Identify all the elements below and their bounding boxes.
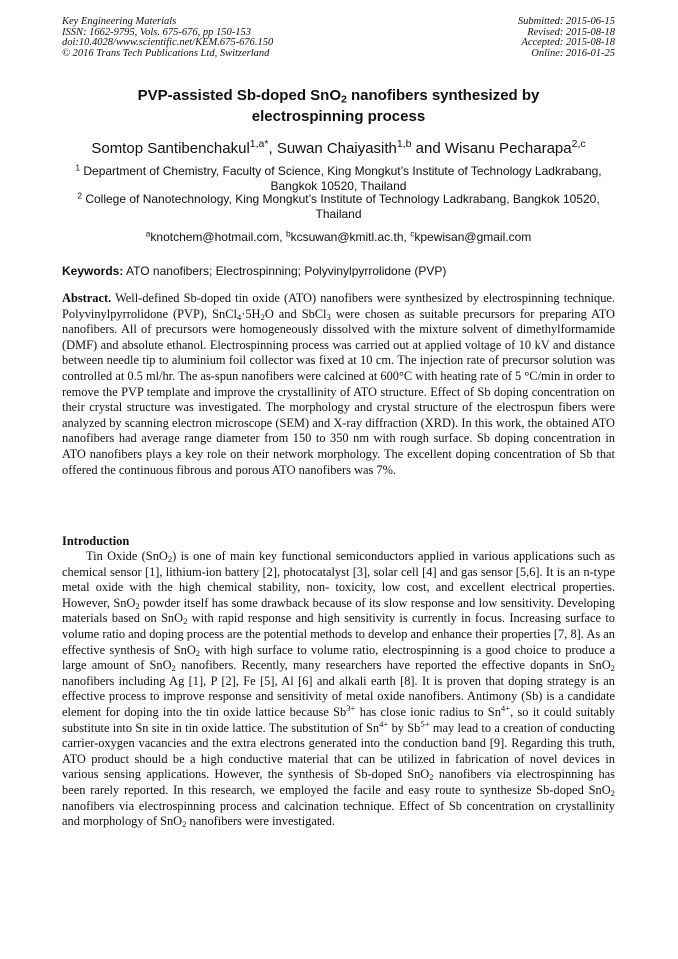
author-1: Somtop Santibenchakul (91, 140, 250, 157)
title-line-2: electrospinning process (251, 108, 426, 125)
journal-header-left (62, 17, 273, 59)
issn-line: ISSN: 1662-9795, Vols. 675-676, pp 150-153 (62, 26, 251, 38)
author-list: Somtop Santibenchakul$^{1,a*}$, Suwan Chaiyasith$^{1,b}$ and Wisanu Pecharapa$^{2,c}$ (91, 138, 586, 157)
author-3: Wisanu Pecharapa (444, 140, 572, 157)
revised-date: Revised: 2015-08-18 (527, 26, 615, 38)
affiliation-2: $^2$ College of Nanotechnology, King Mongkut’s Institute of Technology Ladkrabang, Bangkok 10520, Thailand (77, 190, 600, 221)
doi-line: doi:10.4028/www.scientific.net/KEM.675-676.150 (62, 37, 274, 49)
journal-header-right (518, 17, 615, 59)
author-2: Suwan Chaiyasith (276, 140, 397, 157)
paper-title (62, 85, 615, 127)
abstract: Abstract. Well-defined Sb-doped tin oxide (ATO) nanofibers were synthesized by electrospinning technique. Polyvinylpyrrolidone (PVP), $SnCl_4\cdot 5H_2O$ and SbCl$_3$ were chosen as suitable precursors for preparing ATO nanofibers. All of precursors were homogeneously dissolved with the mixture solvent of dimethylformamide (DMF) and absolute ethanol. Electrospinning process was carried out at applied voltage of 10 kV and distance between needle tip to aluminium foil collector was fixed at 10 cm. The injection rate of precursor solution was controlled at 0.5 ml/hr. The as-spun nanofibers were calcined at 600°C with heating rate of 5 °C/min in order to remove the PVP template and improve the crystallinity of ATO structure. Effect of Sb doping concentration on their crystal structure was investigated. The morphology and crystal structure of the electrospun fibers were analyzed by scanning electron microscope (SEM) and X-ray diffraction (XRD). In this work, the obtained ATO nanofibers had average range diameter from 150 to 350 nm with rough surface. Sb doping concentration in ATO nanofibers plays a key role on their network morphology. The excellent doping concentration of Sb that offered the continuous fibrous and porous ATO nanofibers was 7%. (62, 291, 616, 477)
online-date: Online: 2016-01-25 (531, 47, 615, 59)
journal-name: Key Engineering Materials (62, 16, 177, 27)
submitted-date: Submitted: 2015-06-15 (517, 16, 615, 27)
abstract-label: Abstract. (62, 291, 112, 305)
accepted-date: Accepted: 2015-08-18 (521, 37, 615, 49)
introduction-paragraph: Tin Oxide (SnO$_2$) is one of main key functional semiconductors applied in various applications such as chemical sensor [1], lithium-ion battery [2], photocatalyst [3], solar cell [4] and gas sensor [5,6]. It is an n-type metal oxide with the high chemical stability, non- toxicity, low cost, and excellent electrical properties. However, SnO$_2$ powder itself has some drawback because of its slow response and low sensitivity. Developing materials based on SnO$_2$ with rapid response and high sensitivity is currently in focus. Increasing surface to volume ratio and doping process are the potential methods to develop and enhance their properties [7, 8]. As an effective synthesis of SnO$_2$ with high surface to volume ratio, electrospinning is a good choice to produce a large amount of SnO$_2$ nanofibers. Recently, many researchers have reported the effective dopants in SnO$_2$ nanofibers including Ag [1], P [2], Fe [5], Al [6] and alkali earth [8]. It is proven that doping strategy is an effective process to improve response and sensitivity of metal oxide nanofibers. Antimony (Sb) is a candidate element for doping into the tin oxide lattice because $Sb^{3+}$ has close ionic radius to $Sn^{4+}$, so it could suitably substitute into Sn site in tin oxide lattice. The substitution of $Sn^{4+}$ by $Sb^{5+}$ may lead to a creation of conducting carrier-oxygen vacancies and the extra electrons generated into the conduction band [9]. Regarding this truth, ATO product should be a high conductive material that can be utilized in fabrication of novel devices in various sensing applications. However, the synthesis of Sb-doped SnO$_2$ nanofibers via electrospinning has been rarely reported. In this research, we employed the facile and easy route to synthesize Sb-doped SnO$_2$ nanofibers via electrospinning process and calcination technique. Effect of Sb concentration on crystallinity and morphology of SnO$_2$ nanofibers were investigated. (62, 549, 616, 830)
copyright-line: © 2016 Trans Tech Publications Ltd, Switzerland (62, 47, 270, 59)
keywords: Keywords: ATO nanofibers; Electrospinning; Polyvinylpyrrolidone (PVP) (62, 264, 447, 278)
affiliation-1: $^1$ Department of Chemistry, Faculty of Science, King Mongkut’s Institute of Technology Ladkrabang, Bangkok 10520, Thailand (75, 162, 602, 193)
author-emails: $^a$knotchem@hotmail.com, $^b$kcsuwan@kmitl.ac.th, $^c$kpewisan@gmail.com (145, 228, 532, 244)
introduction-heading: Introduction (62, 534, 130, 548)
title-line-1: PVP-assisted Sb-doped SnO$_2$ nanofibers synthesized by (137, 87, 540, 106)
keywords-label: Keywords: (62, 264, 124, 278)
